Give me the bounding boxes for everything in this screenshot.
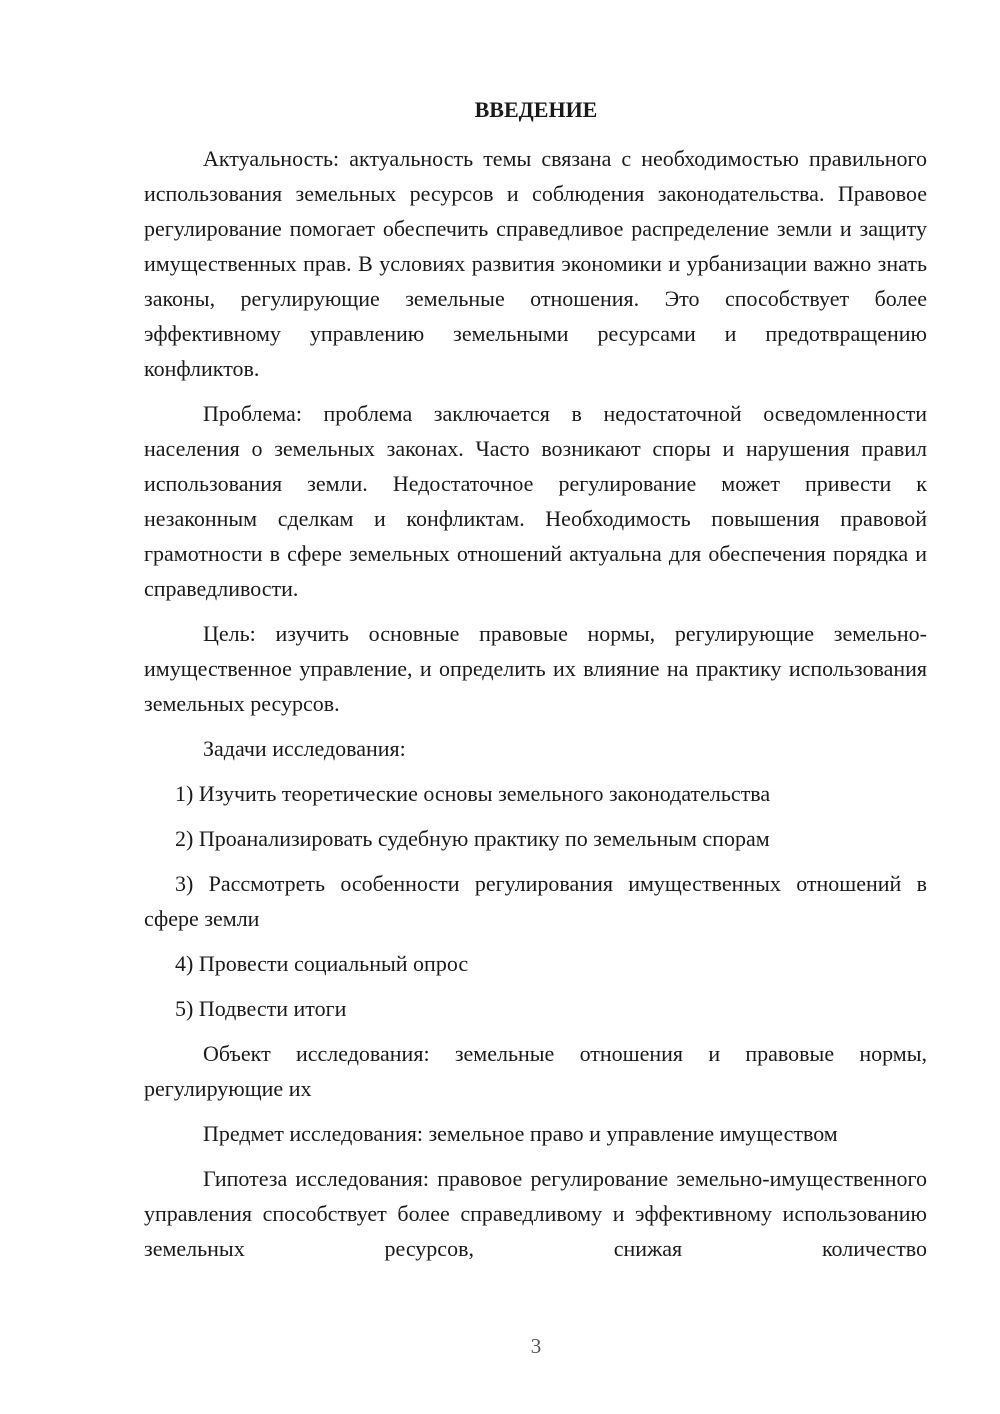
problem-paragraph: Проблема: проблема заключается в недостаточной осведомленности населения о земельных законах. Часто возникают споры и нарушения правил использования земли. Недостаточное регулирование может привести к незаконным сделкам и конфликтам. Необходимость повышения правовой грамотности в сфере земельных отношений актуальна для обеспечения порядка и справедливости. bbox=[144, 401, 927, 601]
document-page bbox=[144, 92, 927, 1276]
object-paragraph: Объект исследования: земельные отношения и правовые нормы, регулирующие их bbox=[144, 1041, 927, 1101]
list-item: 3) Рассмотреть особенности регулирования имущественных отношений в сфере земли bbox=[144, 871, 927, 931]
page-number: 3 bbox=[530, 1334, 542, 1358]
list-item: 2) Проанализировать судебную практику по земельным спорам bbox=[175, 826, 770, 851]
hypothesis-paragraph: Гипотеза исследования: правовое регулирование земельно-имущественного управления способствует более справедливому и эффективному использованию земельных ресурсов, снижая количество bbox=[144, 1166, 927, 1261]
page-title: ВВЕДЕНИЕ bbox=[474, 97, 598, 122]
goal-paragraph: Цель: изучить основные правовые нормы, регулирующие земельно-имущественное управление, и определить их влияние на практику использования земельных ресурсов. bbox=[144, 621, 927, 716]
subject-paragraph: Предмет исследования: земельное право и управление имуществом bbox=[203, 1121, 838, 1146]
relevance-paragraph: Актуальность: актуальность темы связана с необходимостью правильного использования земельных ресурсов и соблюдения законодательства. Правовое регулирование помогает обеспечить справедливое распределение земли и защиту имущественных прав. В условиях развития экономики и урбанизации важно знать законы, регулирующие земельные отношения. Это способствует более эффективному управлению земельными ресурсами и предотвращению конфликтов. bbox=[144, 146, 927, 381]
tasks-heading: Задачи исследования: bbox=[203, 736, 406, 761]
tasks-list bbox=[144, 776, 927, 1026]
list-item: 4) Провести социальный опрос bbox=[175, 951, 469, 976]
list-item: 1) Изучить теоретические основы земельного законодательства bbox=[175, 781, 771, 806]
list-item: 5) Подвести итоги bbox=[175, 996, 347, 1021]
